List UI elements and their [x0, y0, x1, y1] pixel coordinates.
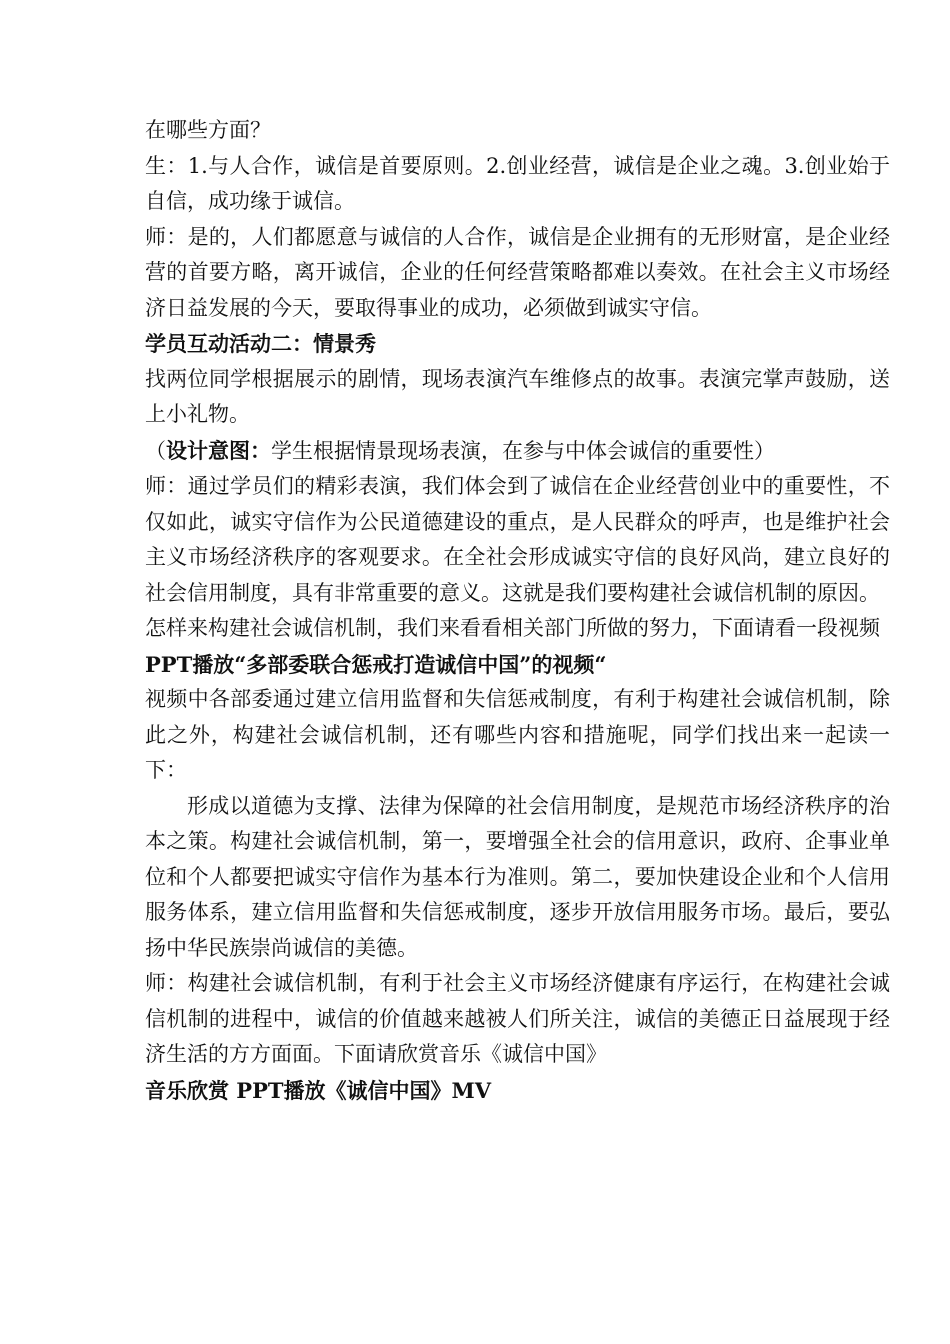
paragraph-teacher-remark-2: 师：通过学员们的精彩表演，我们体会到了诚信在企业经营创业中的重要性，不仅如此，诚实守信作为公民道德建设的重点，是人民群众的呼声，也是维护社会主义市场经济秩序的客观要求。在全社会形成诚实守信的良好风尚，建立良好的社会信用制度，具有非常重要的意义。这就是我们要构建社会诚信机制的原因。 — [145, 474, 890, 605]
section-heading-music: 音乐欣赏 PPT播放《诚信中国》MV — [145, 1077, 492, 1103]
paragraph-question-continuation: 在哪些方面？ — [145, 118, 271, 142]
design-intent-label: 设计意图： — [166, 437, 271, 463]
design-intent-text: 学生根据情景现场表演，在参与中体会诚信的重要性） — [271, 438, 775, 463]
paragraph-design-intent — [145, 433, 890, 470]
paragraph-video-summary: 视频中各部委通过建立信用监督和失信惩戒制度，有利于构建社会诚信机制，除此之外，构建社会诚信机制，还有哪些内容和措施呢，同学们找出来一起读一下： — [145, 687, 890, 782]
paragraph-student-answer: 生：1.与人合作，诚信是首要原则。2.创业经营，诚信是企业之魂。3.创业始于自信，成功缘于诚信。 — [145, 153, 890, 213]
section-heading-ppt-video: PPT播放“多部委联合惩戒打造诚信中国”的视频“ — [145, 651, 607, 677]
section-heading-activity-2: 学员互动活动二：情景秀 — [145, 331, 376, 356]
paragraph-teacher-remark-3: 师：构建社会诚信机制，有利于社会主义市场经济健康有序运行，在构建社会诚信机制的进程中，诚信的价值越来越被人们所关注，诚信的美德正日益展现于经济生活的方方面面。下面请欣赏音乐《诚信中国》 — [145, 971, 890, 1066]
paragraph-reading-text: 形成以道德为支撑、法律为保障的社会信用制度，是规范市场经济秩序的治本之策。构建社会诚信机制，第一，要增强全社会的信用意识，政府、企事业单位和个人都要把诚实守信作为基本行为准则。第二，要加快建设企业和个人信用服务体系，建立信用监督和失信惩戒制度，逐步开放信用服务市场。最后，要弘扬中华民族崇尚诚信的美德。 — [145, 793, 890, 960]
paragraph-video-intro: 怎样来构建社会诚信机制，我们来看看相关部门所做的努力，下面请看一段视频 — [145, 616, 880, 640]
paragraph-teacher-remark-1: 师：是的，人们都愿意与诚信的人合作，诚信是企业拥有的无形财富，是企业经营的首要方略，离开诚信，企业的任何经营策略都难以奏效。在社会主义市场经济日益发展的今天，要取得事业的成功，必须做到诚实守信。 — [145, 224, 890, 320]
design-intent-open-paren: （ — [145, 438, 166, 463]
paragraph-activity-instructions: 找两位同学根据展示的剧情，现场表演汽车维修点的故事。表演完掌声鼓励，送上小礼物。 — [145, 366, 890, 426]
document-body — [145, 113, 890, 1108]
